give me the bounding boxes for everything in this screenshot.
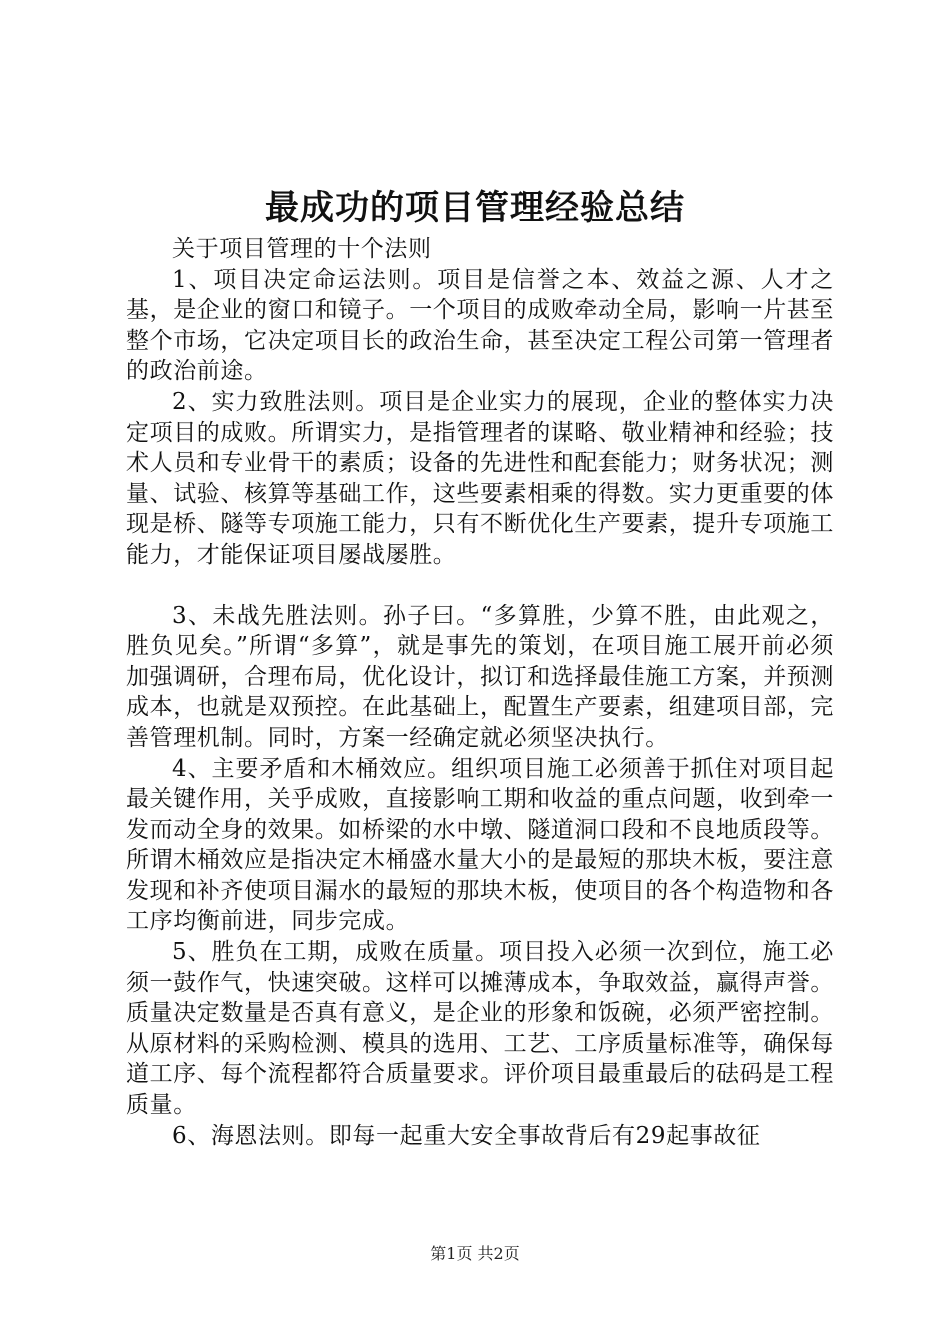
paragraph-5: 5、胜负在工期，成败在质量。项目投入必须一次到位，施工必须一鼓作气，快速突破。这样可以摊薄成本，争取效益，赢得声誉。质量决定数量是否真有意义，是企业的形象和饭碗，必须严密控制。从原材料的采购检测、模具的选用、工艺、工序质量标准等，确保每道工序、每个流程都符合质量要求。评价项目最重最后的砝码是工程质量。 — [126, 939, 834, 1119]
paragraph-2: 2、实力致胜法则。项目是企业实力的展现，企业的整体实力决定项目的成败。所谓实力，是指管理者的谋略、敬业精神和经验；技术人员和专业骨干的素质；设备的先进性和配套能力；财务状况；测量、试验、核算等基础工作，这些要素相乘的得数。实力更重要的体现是桥、隧等专项施工能力，只有不断优化生产要素，提升专项施工能力，才能保证项目屡战屡胜。 — [126, 388, 834, 568]
paragraph-1: 1、项目决定命运法则。项目是信誉之本、效益之源、人才之基，是企业的窗口和镜子。一个项目的成败牵动全局，影响一片甚至整个市场，它决定项目长的政治生命，甚至决定工程公司第一管理者的政治前途。 — [126, 266, 834, 385]
paragraph-6: 6、海恩法则。即每一起重大安全事故背后有29起事故征 — [172, 1122, 761, 1149]
document-body — [126, 234, 834, 1151]
page-footer: 第1页 共2页 — [430, 1244, 520, 1263]
paragraph-3: 3、未战先胜法则。孙子曰。“多算胜，少算不胜，由此观之，胜负见矣。”所谓“多算”，就是事先的策划，在项目施工展开前必须加强调研，合理布局，优化设计，拟订和选择最佳施工方案，并预测成本，也就是双预控。在此基础上，配置生产要素，组建项目部，完善管理机制。同时，方案一经确定就必须坚决执行。 — [126, 602, 834, 751]
document-title: 最成功的项目管理经验总结 — [265, 188, 685, 228]
paragraph-4: 4、主要矛盾和木桶效应。组织项目施工必须善于抓住对项目起最关键作用，关乎成败，直接影响工期和收益的重点问题，收到牵一发而动全身的效果。如桥梁的水中墩、隧道洞口段和不良地质段等。所谓木桶效应是指决定木桶盛水量大小的是最短的那块木板，要注意发现和补齐使项目漏水的最短的那块木板，使项目的各个构造物和各工序均衡前进，同步完成。 — [126, 755, 834, 935]
document-subtitle: 关于项目管理的十个法则 — [172, 236, 432, 262]
